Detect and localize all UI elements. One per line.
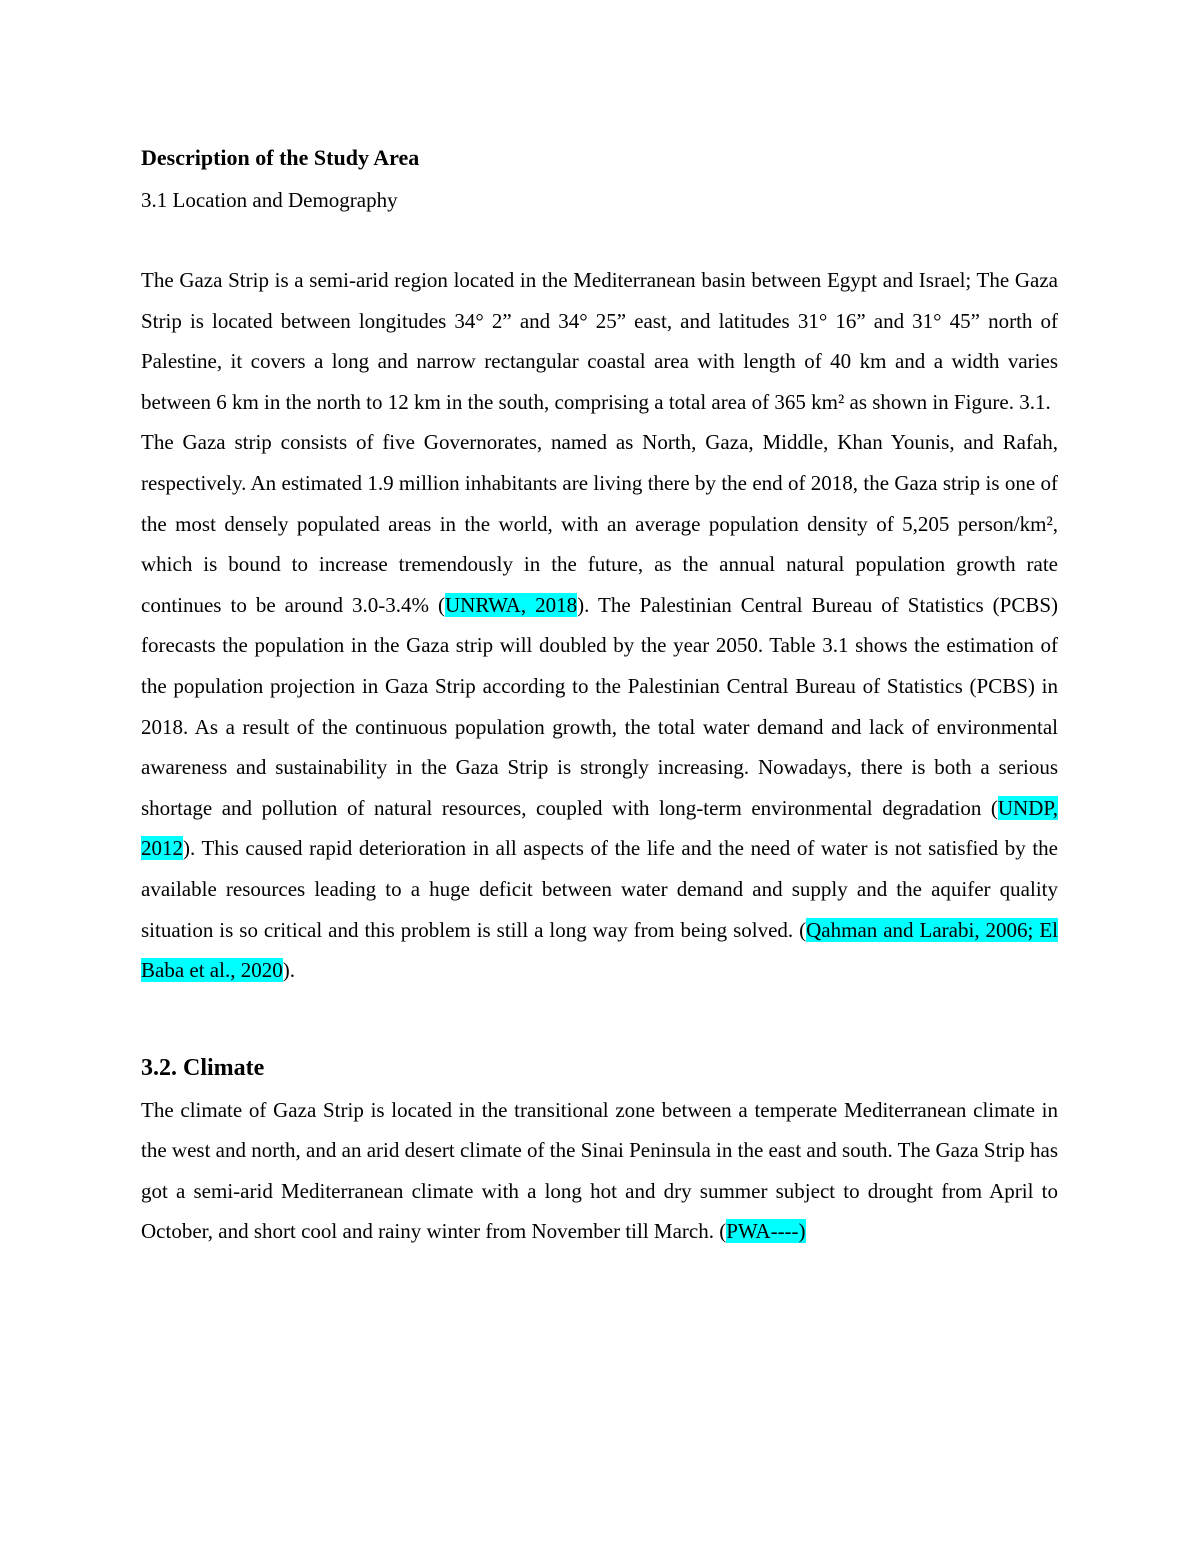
paragraph-location-text: The Gaza Strip is a semi-arid region located in the Mediterranean basin between Egypt and Israel; The Gaza Strip is located between longitudes 34° 2” and 34° 25” east, and latitudes 31° 16” and 31° 45” north of Palestine, it covers a long and narrow rectangular coastal area with length of 40 km and a width varies between 6 km in the north to 12 km in the south, comprising a total area of 365 km² as shown in Figure. 3.1. bbox=[141, 268, 1058, 414]
paragraph-demography bbox=[141, 422, 1058, 990]
subsection-heading-location: 3.1 Location and Demography bbox=[141, 188, 398, 212]
citation-undp[interactable]: UNDP, 2012 bbox=[141, 795, 1058, 861]
paragraph-demography-text-c: ). This caused rapid deterioration in all aspects of the life and the need of water is not satisfied by the available resources leading to a huge deficit between water demand and supply and the aquifer quality situation is so critical and this problem is still a long way from being solved. ( bbox=[141, 836, 1058, 942]
paragraph-climate bbox=[141, 1090, 1058, 1252]
section-heading-climate: 3.2. Climate bbox=[141, 1054, 265, 1081]
paragraph-demography-text-a: The Gaza strip consists of five Governorates, named as North, Gaza, Middle, Khan Younis, and Rafah, respectively. An estimated 1.9 million inhabitants are living there by the end of 2018, the Gaza strip is one of the most densely populated areas in the world, with an average population density of 5,205 person/km², which is bound to increase tremendously in the future, as the annual natural population growth rate continues to be around 3.0-3.4% ( bbox=[141, 430, 1058, 617]
document-title: Description of the Study Area bbox=[141, 145, 420, 170]
document-page bbox=[141, 138, 1058, 1252]
paragraph-location bbox=[141, 260, 1058, 422]
citation-qahman-elbaba[interactable]: Qahman and Larabi, 2006; El Baba et al., 2020 bbox=[141, 917, 1058, 983]
paragraph-climate-text-a: The climate of Gaza Strip is located in the transitional zone between a temperate Mediterranean climate in the west and north, and an arid desert climate of the Sinai Peninsula in the east and south. The Gaza Strip has got a semi-arid Mediterranean climate with a long hot and dry summer subject to drought from April to October, and short cool and rainy winter from November till March. ( bbox=[141, 1097, 1058, 1244]
paragraph-demography-text-d: ). bbox=[282, 958, 295, 983]
citation-pwa[interactable]: PWA----) bbox=[726, 1219, 806, 1244]
paragraph-demography-text-b: ). The Palestinian Central Bureau of Statistics (PCBS) forecasts the population in the Gaza strip will doubled by the year 2050. Table 3.1 shows the estimation of the population projection in Gaza Strip according to the Palestinian Central Bureau of Statistics (PCBS) in 2018. As a result of the continuous population growth, the total water demand and lack of environmental awareness and sustainability in the Gaza Strip is strongly increasing. Nowadays, there is both a serious shortage and pollution of natural resources, coupled with long-term environmental degradation ( bbox=[141, 592, 1058, 820]
citation-unrwa[interactable]: UNRWA, 2018 bbox=[445, 592, 578, 617]
